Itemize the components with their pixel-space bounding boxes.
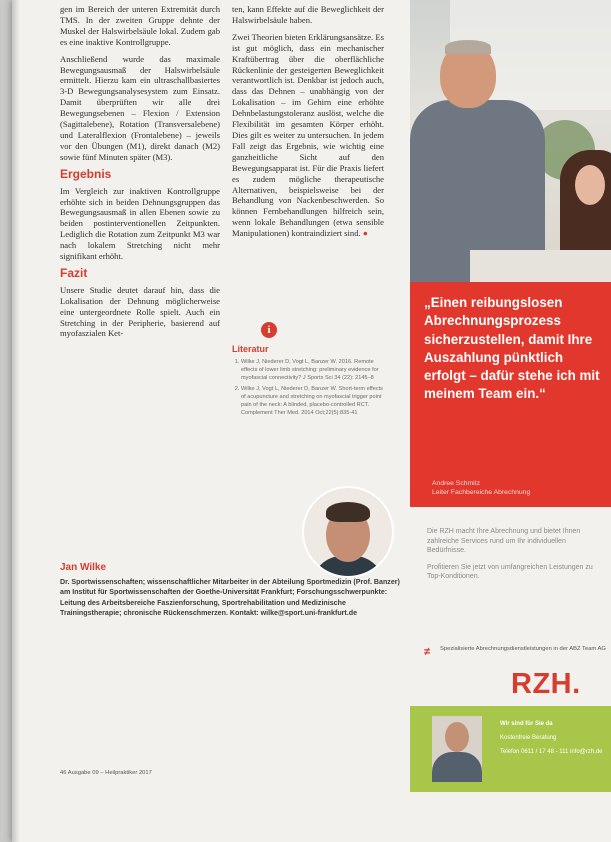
end-mark-icon: ● — [362, 228, 368, 239]
contact-title: Wir sind für Sie da — [500, 721, 553, 727]
logo-mark-icon: ≠ — [424, 646, 431, 658]
literature-heading: Literatur — [232, 344, 269, 354]
contact-box — [410, 706, 611, 792]
contact-text — [500, 720, 606, 762]
article-paragraph — [232, 32, 384, 239]
section-heading-result: Ergebnis — [60, 166, 112, 181]
ad-side-text — [427, 527, 599, 589]
photo-man-hair — [445, 40, 491, 54]
quote-text: „Einen reibungslosen Abrechnungsprozess sicherzustellen, damit Ihre Auszahlung pünktlich erfolgt – dafür stehe ich mit meinem Team ein.“ — [424, 295, 600, 402]
quote-author-role: Leiter Fachbereiche Abrechnung — [432, 489, 531, 496]
article-left-column — [60, 4, 220, 345]
quote-author — [432, 479, 602, 497]
contact-portrait-face — [445, 722, 469, 752]
author-bio — [60, 562, 400, 618]
office-photo — [410, 0, 611, 290]
portrait-hair — [326, 502, 370, 522]
section-heading-conclusion: Fazit — [60, 265, 88, 280]
literature-box — [232, 344, 384, 420]
article-paragraph: Im Vergleich zur inaktiven Kontrollgruppe erhöhte sich in beiden Dehnungsgruppen das Bewegungsausmaß in allen Ebenen sowie zu beiden postinterventionellen Zeitpunkten. Lediglich die Rotation zum Zeitpunkt M3 war nach lokalem Stretching nicht mehr signifikant erhöht. — [60, 185, 220, 262]
photo-woman-face — [575, 165, 605, 205]
article-paragraph: Anschließend wurde das maximale Bewegungsausmaß der Halswirbelsäule ermittelt. Hierzu kam ein ultraschallbasiertes 3-D Bewegungsanalysesystem zum Einsatz. Damit überprüften wir alle drei Bewegungsebenen – Flexion / Extension (Sagittalebene), Rotation (Transversalebene) und Lateralflexion (Frontalebene) – jeweils vor den Übungen (M1), direkt danach (M2) sowie fünf Minuten später (M3). — [60, 53, 220, 162]
ad-paragraph: Profitieren Sie jetzt von umfangreichen Leistungen zu Top-Konditionen. — [427, 563, 593, 581]
rzh-logo-area — [418, 644, 611, 704]
author-name: Jan Wilke — [60, 562, 107, 573]
author-bio-text: Dr. Sportwissenschaften; wissenschaftlicher Mitarbeiter in der Abteilung Sportmedizin (Prof. Banzer) am Institut für Sportwissenschaften der Goethe-Universität Frankfurt; Forschungsschwerpunkte: Leitung des Arbeitsbereiche Faszienforschung, Sportrehabilitation und Medizinische Trainingstherapie; chronische Rückenschmerzen. Kontakt: wilke@sport.uni-frankfurt.de — [60, 578, 400, 617]
quote-box — [410, 282, 611, 507]
article-middle-column — [232, 4, 384, 245]
article-paragraph: Unsere Studie deutet darauf hin, dass die Lokalisation der Dehnung möglicherweise eine untergeordnete Rolle spielt. Auch ein Stretching in der Peripherie, basierend auf myofaszialen Ket- — [60, 284, 220, 339]
reference-list — [232, 358, 384, 417]
contact-line: Kostenfreie Beratung — [500, 735, 557, 741]
reference-item: 2. Wilke J, Vogt L, Niederer D, Banzer W. Short-term effects of acupuncture and stretching on myofascial trigger point pain of the neck: A blinded, placebo-controlled RCT. Complement Ther Med. 2014 Oct;22(5):835-41 — [241, 385, 384, 417]
rzh-logo: RZH. — [511, 668, 581, 700]
page-binding-shadow — [12, 0, 20, 842]
contact-portrait-body — [432, 752, 482, 782]
contact-line: Telefon 0611 / 17 48 - 111 info@rzh.de — [500, 749, 603, 755]
quote-author-name: Andree Schmitz — [432, 480, 480, 487]
article-text: Zwei Theorien bieten Erklärungsansätze. Es ist gut möglich, dass ein mechanischer Kraftübertrag über die oberflächliche Rückenlinie der gesteigerten Beweglichkeit verantwortlich ist. Denkbar ist jedoch auch, dass das Dehnen – unabhängig von der Lokalisation – im Gehirn eine erhöhte Dehnbelastungstoleranz auslöst, welche die Flexibilität im gesamten Körper erhöht. Dies gilt es weiter zu untersuchen. In jedem Fall zeigt das Ergebnis, wie wichtig eine ganzheitliche Sicht auf den Bewegungsapparat ist. Für die Praxis liefert es zudem mögliche therapeutische Alternativen, beispielsweise bei der Behandlung von Nackenbeschwerden. So können Fernbehandlungen hilfreich sein, wenn lokale Behandlungen (etwa sensible Manipulationen) kontraindiziert sind. — [232, 31, 384, 239]
reference-item: 1. Wilke J, Niederer D, Vogt L, Banzer W. 2016. Remote effects of lower limb stretching: preliminary evidence for myofascial connectivity? J Sports Sci 34 (22): 2145–8 — [241, 358, 384, 382]
info-icon: i — [261, 322, 277, 338]
contact-portrait — [432, 716, 482, 782]
ad-paragraph: Die RZH macht Ihre Abrechnung und bietet Ihnen zahlreiche Services rund um Ihr individuellen Bedürfnisse. — [427, 528, 581, 555]
article-paragraph: ten, kann Effekte auf die Beweglichkeit der Halswirbelsäule haben. — [232, 4, 384, 25]
article-paragraph: gen im Bereich der unteren Extremität durch TMS. In der zweiten Gruppe dehnte der Muskel der Halswirbelsäule lokal. Zudem gab es eine inaktive Kontrollgruppe. — [60, 4, 220, 47]
logo-tagline: Spezialisierte Abrechnungsdienstleistungen in der ABZ Team AG — [440, 646, 606, 652]
page-footer: 46 Ausgabe 09 – Heilpraktiker 2017 — [60, 770, 152, 776]
